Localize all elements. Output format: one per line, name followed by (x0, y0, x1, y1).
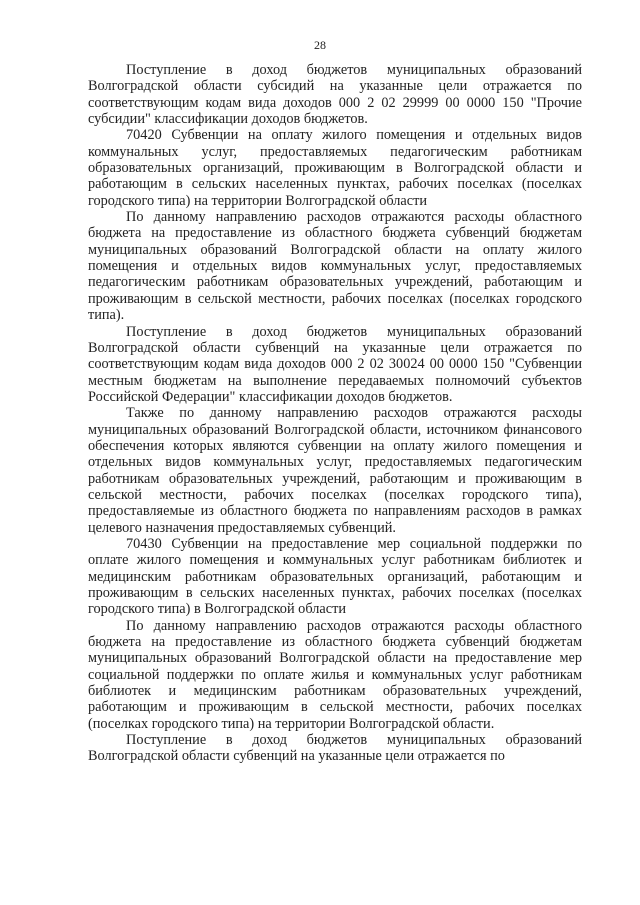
paragraph-70430-revenue: Поступление в доход бюджетов муниципальных образований Волгоградской области субвенций на указанные цели отражается по (88, 732, 582, 765)
page-number: 28 (314, 38, 326, 52)
paragraph-subsidy-revenue: Поступление в доход бюджетов муниципальных образований Волгоградской области субсидий на указанные цели отражается по соответствующим кодам вида доходов 000 2 02 29999 00 0000 150 "Прочие субсидии" классификации доходов бюджетов. (88, 62, 582, 128)
paragraph-70420-heading: 70420 Субвенции на оплату жилого помещения и отдельных видов коммунальных услуг, предоставляемых педагогическим работникам образовательных организаций, проживающим в Волгоградской области и работающим в сельских населенных пунктах, рабочих поселках (поселках городского типа) на территории Волгоградской области (88, 127, 582, 209)
paragraph-70420-revenue: Поступление в доход бюджетов муниципальных образований Волгоградской области субвенций на указанные цели отражается по соответствующим кодам вида доходов 000 2 02 30024 00 0000 150 "Субвенции местным бюджетам на выполнение передаваемых полномочий субъектов Российской Федерации" классификации доходов бюджетов. (88, 323, 582, 405)
paragraph-70430-heading: 70430 Субвенции на предоставление мер социальной поддержки по оплате жилого помещения и коммунальных услуг работникам библиотек и медицинским работникам образовательных организаций, работающим и проживающим в сельских населенных пунктах, рабочих поселках (поселках городского типа) в Волгоградской области (88, 535, 582, 618)
document-body (88, 62, 582, 765)
paragraph-70420-expenses: По данному направлению расходов отражаются расходы областного бюджета на предоставление из областного бюджета субвенций бюджетам муниципальных образований Волгоградской области на оплату жилого помещения и отдельных видов коммунальных услуг, предоставляемых педагогическим работникам образовательных учреждений, работающим и проживающим в сельской местности, рабочих поселках (поселках городского типа). (88, 209, 582, 324)
paragraph-70420-municipal: Также по данному направлению расходов отражаются расходы муниципальных образований Волгоградской области, источником финансового обеспечения которых являются субвенции на оплату жилого помещения и отдельных видов коммунальных услуг, предоставляемых педагогическим работникам образовательных учреждений, работающим и проживающим в сельской местности, рабочих поселках (поселках городского типа), предоставляемые из областного бюджета по направлениям расходов в рамках целевого назначения предоставляемых субвенций. (88, 405, 582, 536)
paragraph-70430-expenses: По данному направлению расходов отражаются расходы областного бюджета на предоставление из областного бюджета субвенций бюджетам муниципальных образований Волгоградской области на предоставление мер социальной поддержки по оплате жилья и коммунальных услуг работникам библиотек и медицинским работникам образовательных учреждений, работающим и проживающим в сельской местности, рабочих поселках (поселках городского типа) на территории Волгоградской области. (88, 617, 582, 732)
